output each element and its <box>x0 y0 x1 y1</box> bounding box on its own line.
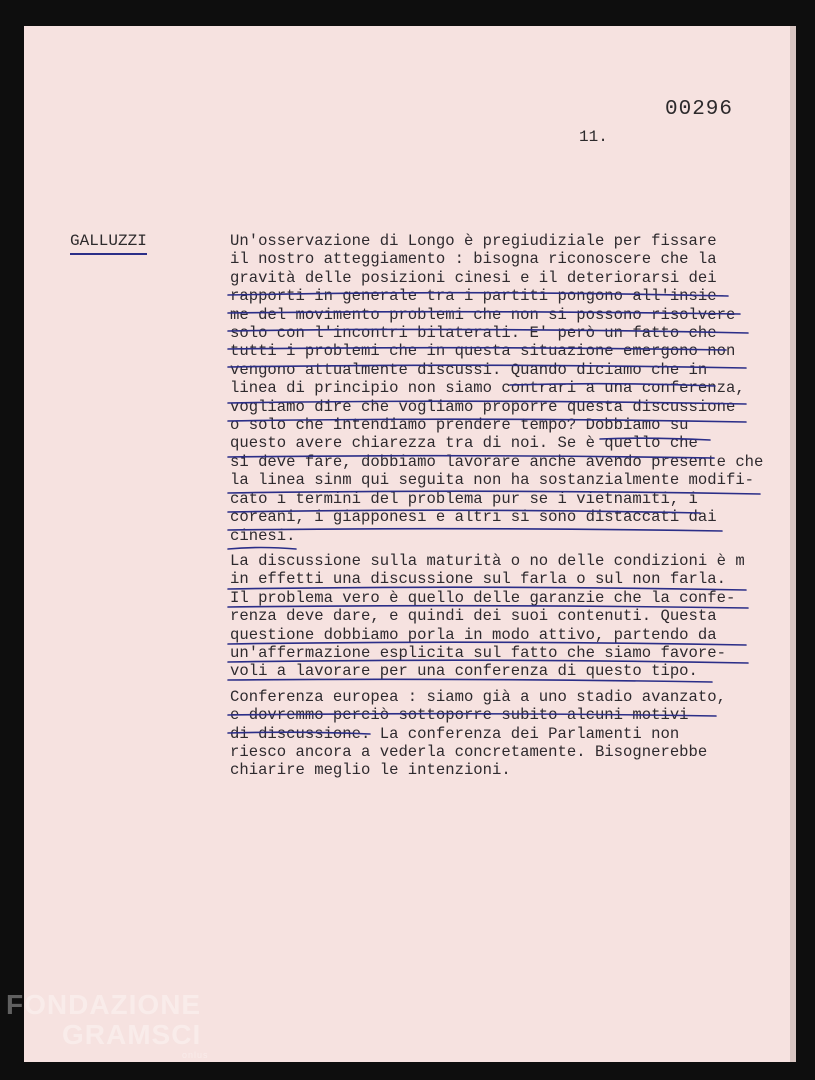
text-line: cato i termini del problema pur se i vietnamiti, i <box>230 489 698 508</box>
speaker-name: GALLUZZI <box>70 232 147 255</box>
text-line: di discussione. La conferenza dei Parlamenti non <box>230 724 680 743</box>
text-line: cinesi. <box>230 526 296 545</box>
watermark-line1: FONDAZIONE <box>6 989 202 1020</box>
document-number: 00296 <box>665 98 734 121</box>
paragraph <box>230 552 790 681</box>
text-line: gravità delle posizioni cinesi e il deteriorarsi dei <box>230 268 717 287</box>
body-text <box>230 232 790 780</box>
text-line: si deve fare, dobbiamo lavorare anche avendo presente che <box>230 452 764 471</box>
text-line: Conferenza europea : siamo già a uno stadio avanzato, <box>230 687 726 706</box>
text-line: il nostro atteggiamento : bisogna riconoscere che la <box>230 250 717 269</box>
text-line: questo avere chiarezza tra di noi. Se è quello che <box>230 434 698 453</box>
text-line: La discussione sulla maturità o no delle condizioni è m <box>230 551 745 570</box>
text-line: solo con l'incontri bilaterali. E' però un fatto che <box>230 324 717 343</box>
text-line: me del movimento problemi che non si possono risolvere <box>230 305 736 324</box>
text-line: o solo che intendiamo prendere tempo? Dobbiamo su <box>230 416 689 435</box>
page-edge <box>790 26 796 1062</box>
text-line: la linea sinm qui seguita non ha sostanzialmente modifi- <box>230 471 755 490</box>
watermark-logo <box>6 990 209 1060</box>
text-line: coreani, i giapponesi e altri si sono distaccati dai <box>230 508 717 527</box>
text-line: rapporti in generale tra i partiti pongono all'insie- <box>230 287 726 306</box>
text-line: riesco ancora a vederla concretamente. Bisognerebbe <box>230 742 708 761</box>
text-line: chiarire meglio le intenzioni. <box>230 761 511 780</box>
text-line: voli a lavorare per una conferenza di questo tipo. <box>230 662 698 681</box>
text-line: in effetti una discussione sul farla o sul non farla. <box>230 570 726 589</box>
text-line: Un'osservazione di Longo è pregiudiziale per fissare <box>230 232 717 250</box>
paragraph <box>230 232 790 545</box>
watermark-line2: GRAMSCI <box>62 1019 202 1050</box>
text-line: vengono attualmente discussi. Quando diciamo che in <box>230 360 708 379</box>
watermark-line3: onlus <box>182 1050 209 1060</box>
text-line: questione dobbiamo porla in modo attivo, partendo da <box>230 625 717 644</box>
paragraph <box>230 688 790 780</box>
text-line: tutti i problemi che in questa situazione emergono non <box>230 342 736 361</box>
text-line: un'affermazione esplicita sul fatto che siamo favore- <box>230 643 726 662</box>
page-number: 11. <box>579 128 608 146</box>
text-line: linea di principio non siamo contrari a una conferenza, <box>230 379 745 398</box>
text-line: Il problema vero è quello delle garanzie che la confe- <box>230 588 736 607</box>
text-line: e dovremmo perciò sottoporre subito alcuni motivi <box>230 706 689 725</box>
text-line: renza deve dare, e quindi dei suoi contenuti. Questa <box>230 607 717 626</box>
text-line: vogliamo dire che vogliamo proporre questa discussione <box>230 397 736 416</box>
